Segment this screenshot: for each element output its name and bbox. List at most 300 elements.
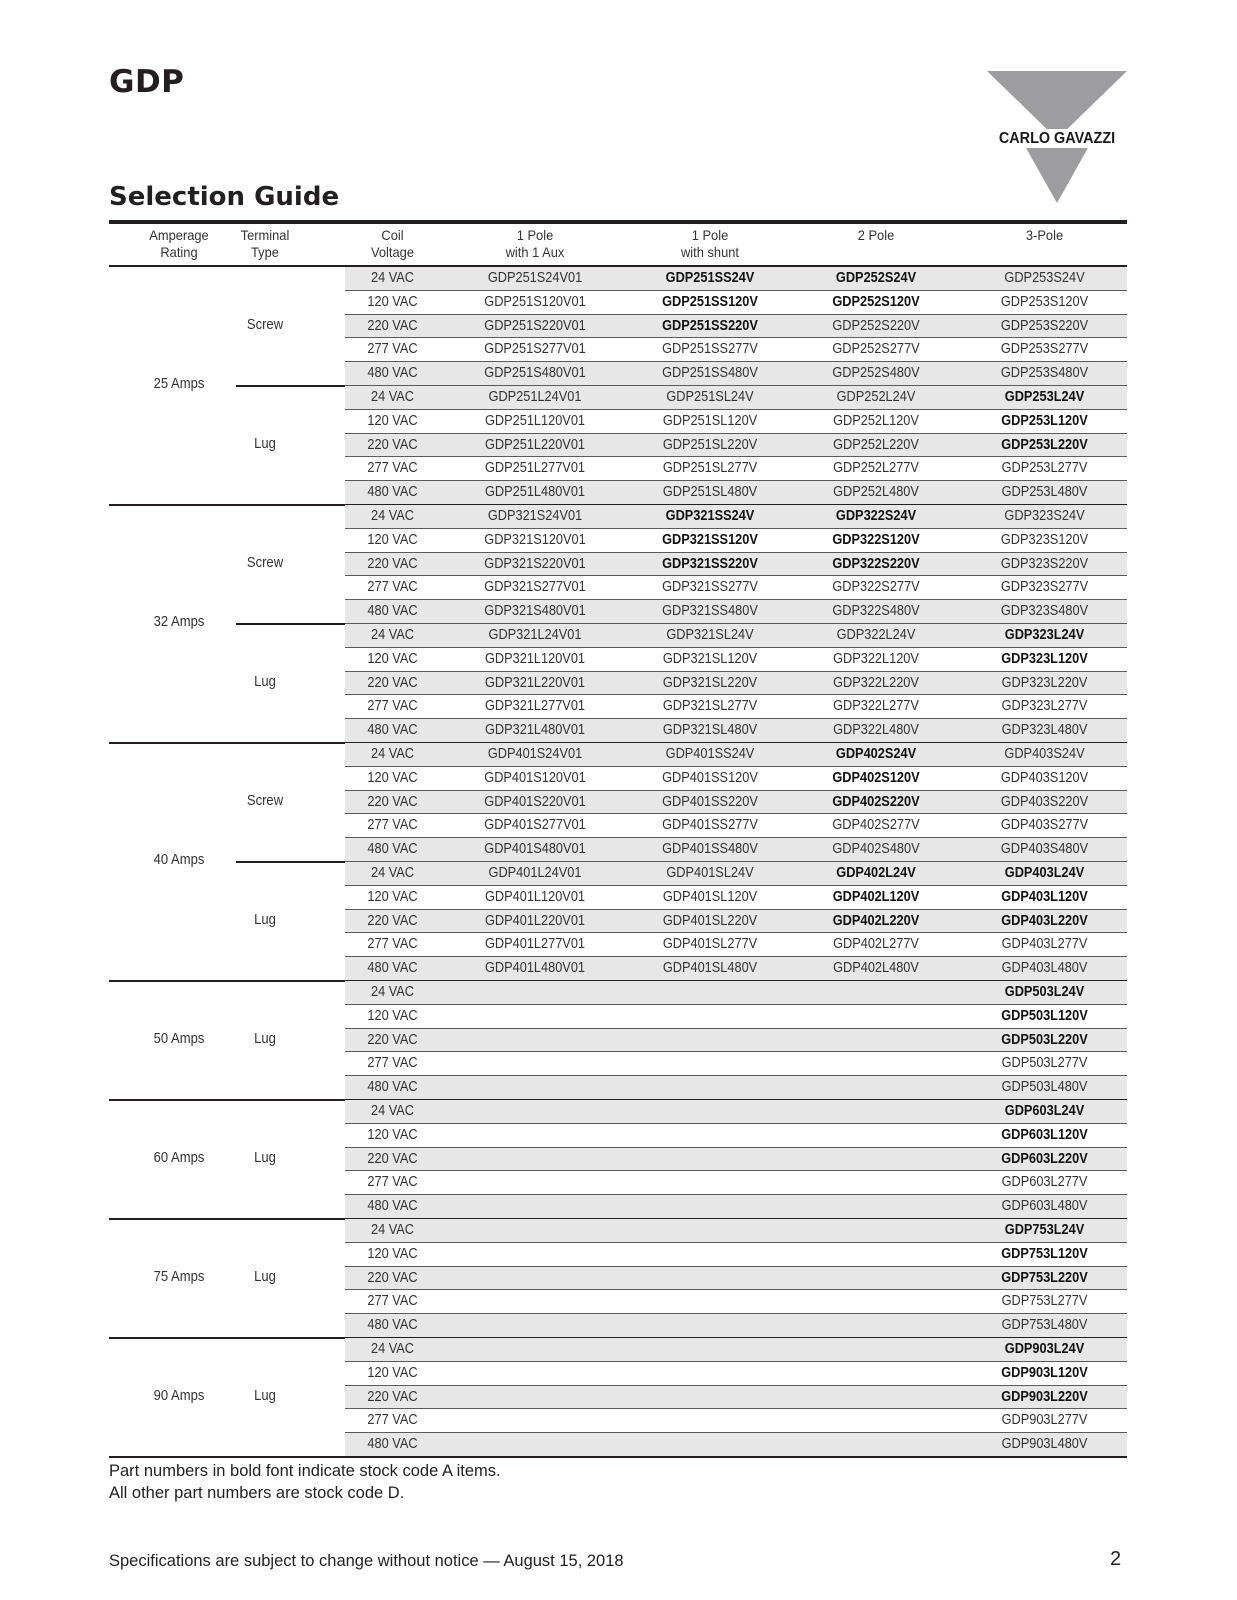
part-number-cell xyxy=(800,1314,951,1338)
part-number-cell: GDP251L480V01 xyxy=(484,484,586,501)
part-number-cell: GDP323S277V xyxy=(1000,579,1089,596)
table-row xyxy=(345,791,1127,815)
part-number-cell: GDP253L24V xyxy=(1004,389,1085,405)
coil-voltage-cell: 220 VAC xyxy=(367,436,418,453)
table-row xyxy=(345,1219,1127,1243)
part-number-cell: GDP401SL277V xyxy=(662,936,758,953)
terminal-type-label: Lug xyxy=(254,1387,276,1404)
column-header-line: Amperage xyxy=(149,227,209,243)
column-header-line: Voltage xyxy=(371,244,414,260)
part-number-cell: GDP253S277V xyxy=(1000,341,1089,358)
coil-voltage-cell: 277 VAC xyxy=(367,1055,418,1072)
part-number-cell: GDP401L220V01 xyxy=(484,912,586,929)
coil-voltage-cell: 120 VAC xyxy=(367,293,418,310)
coil-voltage-cell: 277 VAC xyxy=(367,1293,418,1310)
part-number-cell: GDP252L220V xyxy=(833,436,919,453)
part-number-cell: GDP323S480V xyxy=(1000,603,1089,620)
part-number-cell: GDP401SS277V xyxy=(662,817,758,834)
part-number-cell: GDP321SL480V xyxy=(662,722,758,739)
part-number-cell: GDP401SS24V xyxy=(665,746,755,762)
part-number-cell: GDP603L24V xyxy=(1004,1103,1085,1119)
part-number-cell: GDP401S277V01 xyxy=(484,817,586,834)
note-bold-stock-code: Part numbers in bold font indicate stock code A items. xyxy=(109,1462,501,1480)
part-number-cell xyxy=(640,1362,781,1386)
table-row xyxy=(345,267,1127,291)
part-number-cell xyxy=(800,1029,951,1053)
part-number-cell: GDP603L120V xyxy=(1001,1126,1088,1143)
part-number-cell: GDP251S120V01 xyxy=(484,293,586,310)
part-number-cell: GDP251S24V01 xyxy=(487,270,583,286)
column-header-amperage xyxy=(133,227,225,261)
part-number-cell xyxy=(800,1171,951,1195)
part-number-cell: GDP323L24V xyxy=(1004,627,1085,643)
part-number-cell: GDP251S277V01 xyxy=(484,341,586,358)
part-number-cell: GDP252S220V xyxy=(832,317,920,334)
part-number-cell xyxy=(451,1195,618,1219)
part-number-cell: GDP252S120V xyxy=(832,293,920,310)
part-number-cell xyxy=(800,1124,951,1148)
part-number-cell: GDP321SS120V xyxy=(662,531,758,548)
part-number-cell: GDP323S120V xyxy=(1000,531,1089,548)
part-number-cell: GDP253L480V xyxy=(1001,484,1088,501)
part-number-cell: GDP903L480V xyxy=(1001,1436,1088,1453)
part-number-cell: GDP323L277V xyxy=(1001,698,1088,715)
part-number-cell: GDP322S480V xyxy=(832,603,920,620)
part-number-cell: GDP253S220V xyxy=(1000,317,1089,334)
coil-voltage-cell: 24 VAC xyxy=(370,1103,415,1119)
terminal-type-label: Lug xyxy=(254,911,276,928)
part-number-cell xyxy=(451,1314,618,1338)
table-row xyxy=(345,1005,1127,1029)
part-number-cell: GDP251L120V01 xyxy=(484,412,586,429)
part-number-cell: GDP253L277V xyxy=(1001,460,1088,477)
part-number-cell xyxy=(640,1409,781,1433)
part-number-cell xyxy=(451,1267,618,1291)
table-row xyxy=(345,1338,1127,1362)
part-number-cell xyxy=(640,1052,781,1076)
part-number-cell: GDP322L120V xyxy=(833,650,919,667)
part-number-cell: GDP402L480V xyxy=(833,960,919,977)
part-number-cell xyxy=(640,1267,781,1291)
table-row xyxy=(345,291,1127,315)
part-number-cell: GDP322L24V xyxy=(836,627,916,643)
table-row xyxy=(345,1267,1127,1291)
table-row xyxy=(345,1290,1127,1314)
part-number-cell: GDP251L277V01 xyxy=(484,460,586,477)
table-row xyxy=(345,338,1127,362)
part-number-cell xyxy=(451,1243,618,1267)
table-row xyxy=(345,1386,1127,1410)
table-row xyxy=(345,814,1127,838)
part-number-cell xyxy=(451,1100,618,1124)
part-number-cell xyxy=(800,1267,951,1291)
page-number: 2 xyxy=(1110,1548,1122,1570)
table-row xyxy=(345,410,1127,434)
part-number-cell: GDP321L220V01 xyxy=(484,674,586,691)
part-number-cell: GDP402S220V xyxy=(832,793,920,810)
coil-voltage-cell: 277 VAC xyxy=(367,579,418,596)
part-number-cell: GDP322S24V xyxy=(835,508,917,524)
coil-voltage-cell: 220 VAC xyxy=(367,1388,418,1405)
coil-voltage-cell: 120 VAC xyxy=(367,769,418,786)
part-number-cell: GDP253S480V xyxy=(1000,365,1089,382)
part-number-cell xyxy=(451,1433,618,1457)
part-number-cell: GDP251SL120V xyxy=(662,412,758,429)
column-header-line: Coil xyxy=(381,227,404,243)
part-number-cell: GDP252S480V xyxy=(832,365,920,382)
part-number-cell: GDP321S220V01 xyxy=(484,555,586,572)
part-number-cell: GDP321SL120V xyxy=(662,650,758,667)
part-number-cell: GDP322L480V xyxy=(833,722,919,739)
part-number-cell: GDP401SS220V xyxy=(662,793,758,810)
part-number-cell: GDP753L277V xyxy=(1001,1293,1088,1310)
part-number-cell: GDP403L277V xyxy=(1001,936,1088,953)
coil-voltage-cell: 24 VAC xyxy=(370,627,415,643)
table-row xyxy=(345,648,1127,672)
part-number-cell xyxy=(451,1409,618,1433)
coil-voltage-cell: 480 VAC xyxy=(367,841,418,858)
part-number-cell: GDP503L120V xyxy=(1001,1007,1088,1024)
coil-voltage-cell: 120 VAC xyxy=(367,1126,418,1143)
part-number-cell: GDP403L480V xyxy=(1001,960,1088,977)
table-row xyxy=(345,457,1127,481)
part-number-cell: GDP323L120V xyxy=(1001,650,1088,667)
table-header xyxy=(109,227,1127,265)
table-row xyxy=(345,434,1127,458)
note-stock-code-d: All other part numbers are stock code D. xyxy=(109,1484,405,1502)
part-number-cell: GDP322S120V xyxy=(832,531,920,548)
part-number-cell: GDP252L480V xyxy=(833,484,919,501)
part-number-cell xyxy=(640,1124,781,1148)
coil-voltage-cell: 480 VAC xyxy=(367,1317,418,1334)
coil-voltage-cell: 220 VAC xyxy=(367,674,418,691)
amperage-rating-label: 40 Amps xyxy=(153,852,205,868)
part-number-cell: GDP323S220V xyxy=(1000,555,1089,572)
part-number-cell: GDP251SS220V xyxy=(662,317,758,334)
part-number-cell: GDP753L220V xyxy=(1001,1269,1088,1286)
table-row xyxy=(345,315,1127,339)
part-number-cell: GDP903L24V xyxy=(1004,1341,1085,1357)
part-number-cell xyxy=(640,1029,781,1053)
terminal-type-label: Lug xyxy=(254,1149,276,1166)
part-number-cell: GDP401SL120V xyxy=(662,888,758,905)
coil-voltage-cell: 480 VAC xyxy=(367,722,418,739)
part-number-cell xyxy=(451,1148,618,1172)
part-number-cell: GDP253L120V xyxy=(1001,412,1088,429)
part-number-cell: GDP503L24V xyxy=(1004,984,1085,1000)
part-number-cell: GDP403S24V xyxy=(1004,746,1085,762)
table-row xyxy=(345,576,1127,600)
terminal-type-label: Lug xyxy=(254,1030,276,1047)
coil-voltage-cell: 480 VAC xyxy=(367,1079,418,1096)
coil-voltage-cell: 480 VAC xyxy=(367,365,418,382)
coil-voltage-cell: 220 VAC xyxy=(367,793,418,810)
column-header-terminal xyxy=(228,227,302,261)
table-row xyxy=(345,1052,1127,1076)
part-number-cell: GDP321SL220V xyxy=(662,674,758,691)
column-header-line: Rating xyxy=(160,244,198,260)
part-number-cell: GDP321SS277V xyxy=(662,579,758,596)
table-row xyxy=(345,743,1127,767)
part-number-cell xyxy=(451,1171,618,1195)
table-row xyxy=(345,695,1127,719)
part-number-cell: GDP402L120V xyxy=(832,888,920,905)
part-number-cell xyxy=(451,1076,618,1100)
part-number-cell: GDP401L480V01 xyxy=(484,960,586,977)
terminal-divider xyxy=(236,385,345,387)
part-number-cell: GDP401L120V01 xyxy=(484,888,586,905)
coil-voltage-cell: 24 VAC xyxy=(370,984,415,1000)
coil-voltage-cell: 24 VAC xyxy=(370,1341,415,1357)
table-row xyxy=(345,1362,1127,1386)
table-row xyxy=(345,1171,1127,1195)
part-number-cell: GDP402L277V xyxy=(833,936,919,953)
table-row xyxy=(345,1195,1127,1219)
table-row xyxy=(345,1029,1127,1053)
coil-voltage-cell: 277 VAC xyxy=(367,341,418,358)
table-row xyxy=(345,886,1127,910)
coil-voltage-cell: 120 VAC xyxy=(367,412,418,429)
coil-voltage-cell: 220 VAC xyxy=(367,912,418,929)
part-number-cell: GDP251S480V01 xyxy=(484,365,586,382)
terminal-type-label: Lug xyxy=(254,435,276,452)
part-number-cell: GDP603L480V xyxy=(1001,1198,1088,1215)
part-number-cell: GDP251L220V01 xyxy=(484,436,586,453)
part-number-cell: GDP403L220V xyxy=(1001,912,1088,929)
amperage-rating-label: 75 Amps xyxy=(153,1268,205,1285)
part-number-cell: GDP252L277V xyxy=(833,460,919,477)
part-number-cell: GDP251SS120V xyxy=(662,293,758,310)
part-number-cell: GDP403L24V xyxy=(1004,865,1085,881)
coil-voltage-cell: 220 VAC xyxy=(367,1269,418,1286)
part-number-cell: GDP401SS120V xyxy=(662,769,758,786)
table-row xyxy=(345,529,1127,553)
coil-voltage-cell: 24 VAC xyxy=(370,746,415,762)
part-number-cell: GDP903L277V xyxy=(1001,1412,1088,1429)
part-number-cell xyxy=(800,1100,951,1124)
part-number-cell: GDP252S24V xyxy=(835,270,917,286)
table-row xyxy=(345,1076,1127,1100)
document-title: GDP xyxy=(109,64,185,100)
part-number-cell xyxy=(800,1195,951,1219)
amperage-rating-label: 32 Amps xyxy=(153,614,205,630)
column-header-3pole xyxy=(969,227,1121,244)
table-bottom-rule xyxy=(109,1456,1127,1458)
part-number-cell xyxy=(640,1243,781,1267)
part-number-cell xyxy=(451,1362,618,1386)
part-number-cell: GDP401L24V01 xyxy=(488,865,582,881)
coil-voltage-cell: 277 VAC xyxy=(367,936,418,953)
table-row xyxy=(345,1409,1127,1433)
part-number-cell: GDP252L24V xyxy=(836,389,916,405)
table-row xyxy=(345,386,1127,410)
part-number-cell xyxy=(451,1005,618,1029)
part-number-cell: GDP321L24V01 xyxy=(488,627,582,643)
coil-voltage-cell: 480 VAC xyxy=(367,1198,418,1215)
part-number-cell: GDP402L24V xyxy=(836,865,916,881)
part-number-cell: GDP402S120V xyxy=(832,769,920,786)
column-header-line: with 1 Aux xyxy=(505,244,565,260)
part-number-cell xyxy=(800,1290,951,1314)
part-number-cell: GDP403S480V xyxy=(1000,841,1089,858)
column-header-line: 1 Pole xyxy=(691,227,729,243)
coil-voltage-cell: 277 VAC xyxy=(367,1412,418,1429)
logo-text: CARLO GAVAZZI xyxy=(994,129,1120,148)
part-number-cell xyxy=(640,1148,781,1172)
part-number-cell: GDP321S24V01 xyxy=(487,508,583,524)
part-number-cell: GDP401S220V01 xyxy=(484,793,586,810)
part-number-cell: GDP753L480V xyxy=(1001,1317,1088,1334)
table-row xyxy=(345,553,1127,577)
table-top-rule xyxy=(109,220,1127,224)
table-row xyxy=(345,838,1127,862)
terminal-type-label: Screw xyxy=(246,792,284,809)
part-number-cell xyxy=(451,1029,618,1053)
part-number-cell xyxy=(451,1219,618,1243)
column-header-line: 2 Pole xyxy=(857,227,895,243)
column-header-1pole-shunt xyxy=(636,227,783,261)
table-row xyxy=(345,957,1127,981)
part-number-cell: GDP321S480V01 xyxy=(484,603,586,620)
part-number-cell: GDP323L480V xyxy=(1001,722,1088,739)
part-number-cell: GDP252L120V xyxy=(833,412,919,429)
part-number-cell: GDP401SL24V xyxy=(666,865,754,881)
part-number-cell: GDP401SS480V xyxy=(662,841,758,858)
part-number-cell: GDP503L480V xyxy=(1001,1079,1088,1096)
part-number-cell: GDP323L220V xyxy=(1001,674,1088,691)
part-number-cell xyxy=(451,1338,618,1362)
coil-voltage-cell: 480 VAC xyxy=(367,960,418,977)
coil-voltage-cell: 220 VAC xyxy=(367,317,418,334)
part-number-cell xyxy=(640,981,781,1005)
part-number-cell: GDP401S24V01 xyxy=(487,746,583,762)
part-number-cell: GDP321L120V01 xyxy=(484,650,586,667)
part-number-cell: GDP403S277V xyxy=(1000,817,1089,834)
section-title: Selection Guide xyxy=(109,182,340,212)
part-number-cell: GDP322S277V xyxy=(832,579,920,596)
part-number-cell: GDP253L220V xyxy=(1001,436,1088,453)
coil-voltage-cell: 24 VAC xyxy=(370,270,415,286)
part-number-cell: GDP322L220V xyxy=(833,674,919,691)
part-number-cell: GDP603L220V xyxy=(1001,1150,1088,1167)
part-number-cell: GDP503L277V xyxy=(1001,1055,1088,1072)
part-number-cell xyxy=(800,1243,951,1267)
table-row xyxy=(345,767,1127,791)
part-number-cell xyxy=(800,1076,951,1100)
part-number-cell: GDP402S277V xyxy=(832,817,920,834)
part-number-cell: GDP401L277V01 xyxy=(484,936,586,953)
part-number-cell: GDP401S120V01 xyxy=(484,769,586,786)
part-number-cell xyxy=(640,1219,781,1243)
table-row xyxy=(345,505,1127,529)
part-number-cell: GDP321SL277V xyxy=(662,698,758,715)
part-number-cell: GDP253S120V xyxy=(1000,293,1089,310)
part-number-cell: GDP401SL220V xyxy=(662,912,758,929)
part-number-cell: GDP401S480V01 xyxy=(484,841,586,858)
part-number-cell: GDP753L24V xyxy=(1004,1222,1085,1238)
part-number-cell: GDP321SS480V xyxy=(662,603,758,620)
coil-voltage-cell: 277 VAC xyxy=(367,817,418,834)
part-number-cell xyxy=(451,1290,618,1314)
terminal-divider xyxy=(236,861,345,863)
coil-voltage-cell: 277 VAC xyxy=(367,1174,418,1191)
column-header-line: 1 Pole xyxy=(516,227,554,243)
table-row xyxy=(345,1124,1127,1148)
part-number-cell xyxy=(800,1433,951,1457)
coil-voltage-cell: 120 VAC xyxy=(367,1245,418,1262)
part-number-cell: GDP251SL220V xyxy=(662,436,758,453)
coil-voltage-cell: 220 VAC xyxy=(367,555,418,572)
part-number-cell: GDP251SL277V xyxy=(662,460,758,477)
table-row xyxy=(345,600,1127,624)
coil-voltage-cell: 220 VAC xyxy=(367,1031,418,1048)
coil-voltage-cell: 277 VAC xyxy=(367,698,418,715)
carlo-gavazzi-logo xyxy=(987,71,1127,206)
table-row xyxy=(345,672,1127,696)
part-number-cell: GDP251SS277V xyxy=(662,341,758,358)
coil-voltage-cell: 24 VAC xyxy=(370,508,415,524)
part-number-cell: GDP321L277V01 xyxy=(484,698,586,715)
part-number-cell: GDP403L120V xyxy=(1001,888,1088,905)
table-row xyxy=(345,862,1127,886)
table-row xyxy=(345,624,1127,648)
part-number-cell xyxy=(640,1100,781,1124)
part-number-cell: GDP253S24V xyxy=(1004,270,1085,286)
coil-voltage-cell: 480 VAC xyxy=(367,1436,418,1453)
table-row xyxy=(345,1433,1127,1457)
part-number-cell xyxy=(451,981,618,1005)
part-number-cell xyxy=(640,1195,781,1219)
part-number-cell: GDP321S120V01 xyxy=(484,531,586,548)
amperage-rating-label: 50 Amps xyxy=(153,1030,205,1047)
part-number-cell: GDP903L120V xyxy=(1001,1364,1088,1381)
part-number-cell: GDP323S24V xyxy=(1004,508,1085,524)
column-header-1pole-aux xyxy=(448,227,623,261)
part-number-cell: GDP903L220V xyxy=(1001,1388,1088,1405)
part-number-cell xyxy=(800,1338,951,1362)
part-number-cell: GDP503L220V xyxy=(1001,1031,1088,1048)
coil-voltage-cell: 120 VAC xyxy=(367,650,418,667)
table-row xyxy=(345,719,1127,743)
part-number-cell: GDP251SS24V xyxy=(665,270,755,286)
part-number-cell: GDP402S480V xyxy=(832,841,920,858)
column-header-line: with shunt xyxy=(680,244,739,260)
part-number-cell xyxy=(800,1386,951,1410)
part-number-cell: GDP322S220V xyxy=(832,555,920,572)
table-row xyxy=(345,910,1127,934)
column-header-line: Type xyxy=(251,244,279,260)
footer-disclaimer: Specifications are subject to change without notice — August 15, 2018 xyxy=(109,1552,624,1570)
part-number-cell: GDP251SL480V xyxy=(662,484,758,501)
amperage-rating-label: 25 Amps xyxy=(153,376,205,392)
part-number-cell xyxy=(800,1409,951,1433)
coil-voltage-cell: 120 VAC xyxy=(367,1007,418,1024)
terminal-divider xyxy=(236,623,345,625)
part-number-cell: GDP402L220V xyxy=(832,912,920,929)
part-number-cell xyxy=(640,1386,781,1410)
part-number-cell xyxy=(640,1290,781,1314)
table-row xyxy=(345,362,1127,386)
part-number-cell xyxy=(800,1052,951,1076)
part-number-cell: GDP603L277V xyxy=(1001,1174,1088,1191)
part-number-cell xyxy=(640,1338,781,1362)
terminal-type-label: Screw xyxy=(246,554,284,571)
coil-voltage-cell: 480 VAC xyxy=(367,603,418,620)
part-number-cell xyxy=(451,1386,618,1410)
part-number-cell: GDP321SS220V xyxy=(662,555,758,572)
table-row xyxy=(345,933,1127,957)
part-number-cell: GDP251SL24V xyxy=(666,389,754,405)
